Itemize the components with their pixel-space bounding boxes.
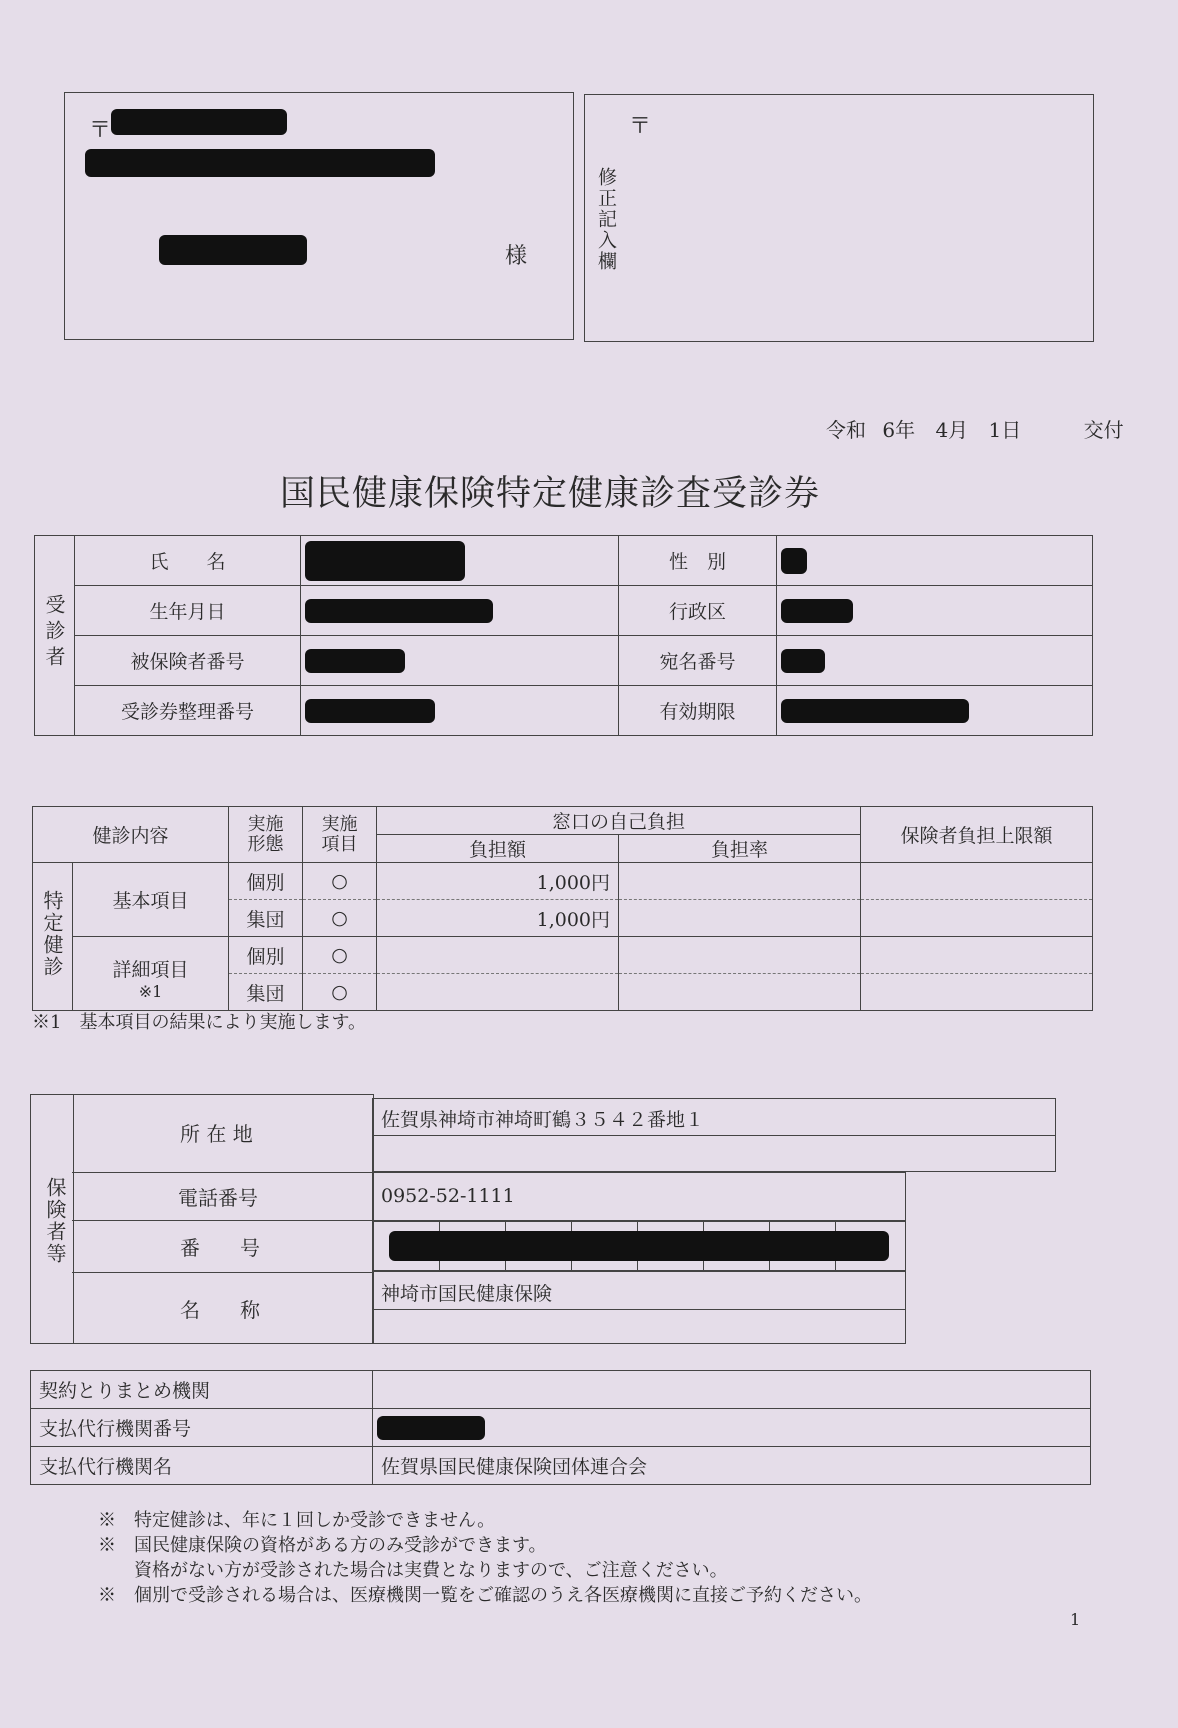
insurer-name-value-box [372,1270,906,1344]
number-value-box [372,1220,906,1272]
rate-header: 負担率 [619,835,861,863]
row1-item: ○ [303,863,377,900]
row3-form: 個別 [229,937,303,974]
insured-no-label: 被保険者番号 [75,636,301,686]
row3-limit [861,937,1093,974]
row3-amount [377,937,619,974]
row1-limit [861,863,1093,900]
insurer-row-divider-1 [72,1172,374,1173]
note-2: ※ 国民健康保険の資格がある方のみ受診ができます。 [98,1535,547,1556]
redacted-address [85,149,435,177]
correction-postal-mark: 〒 [629,114,652,139]
location-value-box [372,1098,1056,1172]
correction-box [584,94,1094,342]
phone-value-box [372,1172,906,1222]
category-label: 特定健診 [40,890,64,978]
issue-suffix: 交付 [1083,418,1124,442]
issue-era: 令和 [826,418,866,442]
row4-amount [377,974,619,1011]
contract-label: 契約とりまとめ機関 [31,1371,373,1409]
redacted-validity [781,699,969,723]
note-1: ※ 特定健診は、年に１回しか受診できません。 [98,1510,496,1531]
detail-note-mark: ※1 [138,981,163,1001]
category-cell [33,863,73,1011]
redacted-ticket-number [305,699,435,723]
copay-header: 窓口の自己負担 [377,807,861,835]
location-label: 所 在 地 [180,1122,253,1146]
redacted-recipient-name [159,235,307,265]
issue-date [826,414,1124,443]
redacted-birthdate [305,599,493,623]
payment-name-value: 佐賀県国民健康保険団体連合会 [373,1447,1091,1485]
redacted-insured-number [305,649,405,673]
payment-name-label: 支払代行機関名 [31,1447,373,1485]
name-label: 氏 名 [75,536,301,586]
note-4: ※ 個別で受診される場合は、医療機関一覧をご確認のうえ各医療機関に直接ご予約ください。 [98,1585,872,1606]
address-no-value [777,636,1093,686]
phone-label: 電話番号 [178,1186,258,1210]
insurer-name-label: 名 称 [180,1298,260,1322]
name-value [301,536,619,586]
ticket-no-value [301,686,619,736]
location-value: 佐賀県神埼市神埼町鶴３５４２番地１ [381,1109,705,1131]
issue-year: 6年 [882,418,916,442]
examinee-section-label-cell [35,536,75,736]
sama-honorific: 様 [505,244,528,269]
form-header-cell [229,807,303,863]
redacted-payment-number [377,1416,485,1440]
insurer-row-divider-3 [72,1272,374,1273]
row3-rate [619,937,861,974]
issue-month: 4月 [935,418,969,442]
payment-no-label: 支払代行機関番号 [31,1409,373,1447]
limit-header: 保険者負担上限額 [861,807,1093,863]
insurer-row-divider-2 [72,1220,374,1221]
validity-label: 有効期限 [619,686,777,736]
agency-table [30,1370,1091,1485]
redacted-postal-code [111,109,287,135]
contract-value [373,1371,1091,1409]
note-3: 資格がない方が受診された場合は実費となりますので、ご注意ください。 [98,1560,728,1581]
form-header: 実施形態 [247,813,284,855]
examinee-section-label: 受診者 [42,594,66,672]
insurer-label-col [30,1094,74,1344]
insurer-name-value: 神埼市国民健康保険 [381,1283,553,1305]
item-header: 実施項目 [321,813,358,855]
redacted-sex [781,548,807,574]
row2-rate [619,900,861,937]
birth-label: 生年月日 [75,586,301,636]
page-title: 国民健康保険特定健康診査受診券 [280,474,821,514]
insurer-section-label: 保険者等 [43,1177,67,1265]
exam-content-table [32,806,1093,1011]
row4-form: 集団 [229,974,303,1011]
row1-rate [619,863,861,900]
postal-mark: 〒 [89,118,112,143]
row4-limit [861,974,1093,1011]
payment-no-value [373,1409,1091,1447]
correction-label: 修正記入欄 [595,167,617,272]
row4-rate [619,974,861,1011]
number-label: 番 号 [180,1236,260,1260]
sex-label: 性 別 [619,536,777,586]
row2-amount: 1,000円 [377,900,619,937]
sex-value [777,536,1093,586]
district-label: 行政区 [619,586,777,636]
location-divider [373,1135,1055,1136]
amount-header: 負担額 [377,835,619,863]
row4-item: ○ [303,974,377,1011]
redacted-address-number [781,649,825,673]
examinee-table [34,535,1093,736]
detail-label-cell [73,937,229,1011]
content-header: 健診内容 [33,807,229,863]
row1-form: 個別 [229,863,303,900]
address-box [64,92,574,340]
row3-item: ○ [303,937,377,974]
insurer-name-divider [373,1309,905,1310]
ticket-no-label: 受診券整理番号 [75,686,301,736]
redacted-name [305,541,465,581]
detail-label: 詳細項目 [112,958,189,981]
page-number: 1 [1070,1610,1081,1629]
redacted-insurer-number [389,1231,889,1261]
insured-no-value [301,636,619,686]
basic-label: 基本項目 [73,863,229,937]
address-no-label: 宛名番号 [619,636,777,686]
redacted-district [781,599,853,623]
validity-value [777,686,1093,736]
issue-day: 1日 [988,418,1022,442]
district-value [777,586,1093,636]
row2-item: ○ [303,900,377,937]
row2-limit [861,900,1093,937]
phone-value: 0952-52-1111 [381,1185,515,1207]
exam-footnote: ※1 基本項目の結果により実施します。 [32,1012,367,1033]
birth-value [301,586,619,636]
row1-amount: 1,000円 [377,863,619,900]
row2-form: 集団 [229,900,303,937]
item-header-cell [303,807,377,863]
